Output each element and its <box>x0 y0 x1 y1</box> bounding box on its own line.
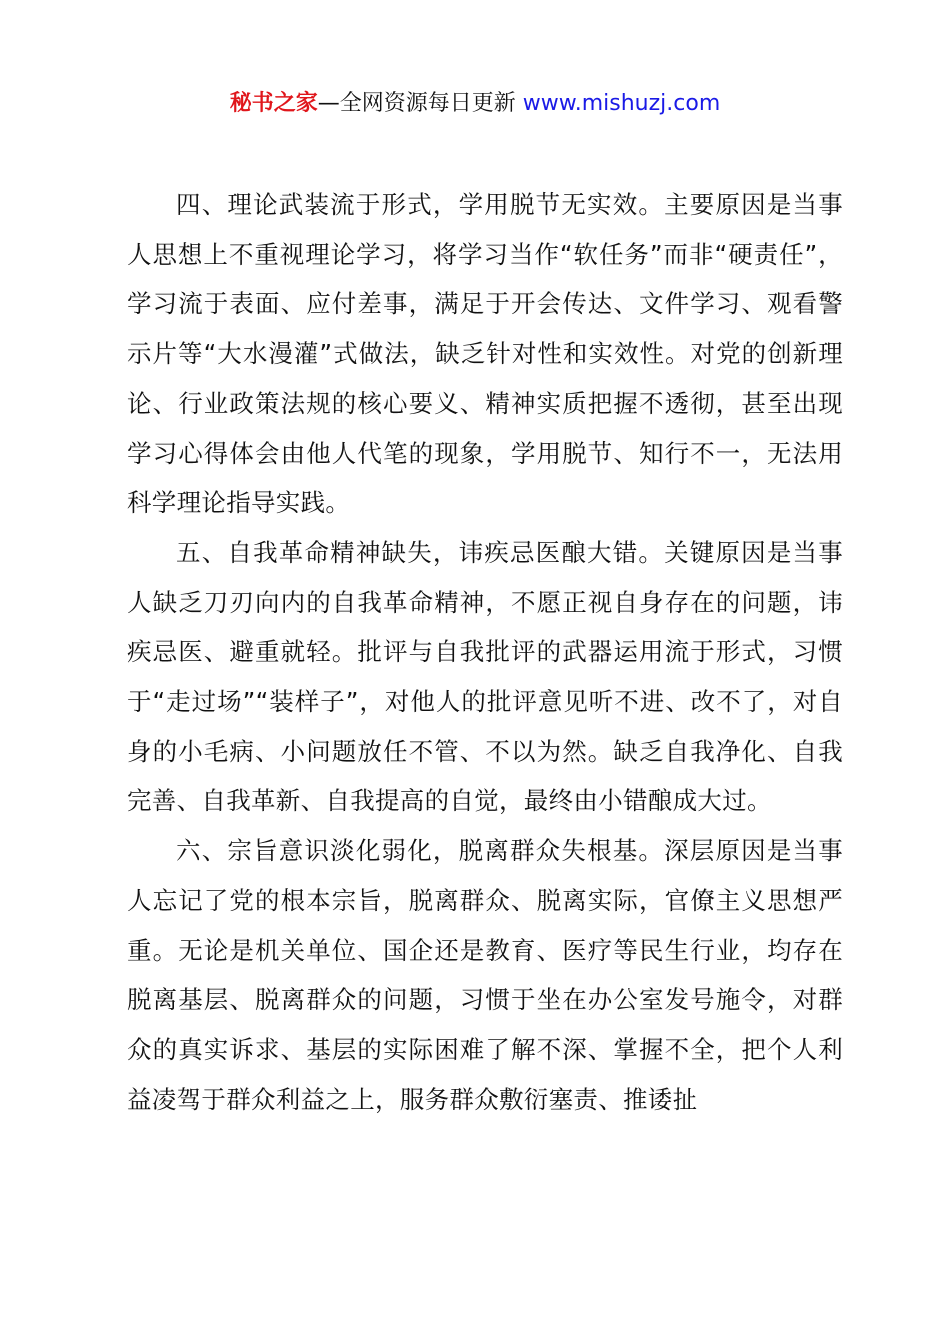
document-body <box>127 180 843 1124</box>
paragraph-section-six: 六、宗旨意识淡化弱化，脱离群众失根基。深层原因是当事人忘记了党的根本宗旨，脱离群众、脱离实际，官僚主义思想严重。无论是机关单位、国企还是教育、医疗等民生行业，均存在脱离基层、脱离群众的问题，习惯于坐在办公室发号施令，对群众的真实诉求、基层的实际困难了解不深、掌握不全，把个人利益凌驾于群众利益之上，服务群众敷衍塞责、推诿扯 <box>127 836 843 1114</box>
header-tagline: —全网资源每日更新 <box>317 91 523 116</box>
paragraph-section-five: 五、自我革命精神缺失，讳疾忌医酿大错。关键原因是当事人缺乏刀刃向内的自我革命精神，不愿正视自身存在的问题，讳疾忌医、避重就轻。批评与自我批评的武器运用流于形式，习惯于“走过场”“装样子”，对他人的批评意见听不进、改不了，对自身的小毛病、小问题放任不管、不以为然。缺乏自我净化、自我完善、自我革新、自我提高的自觉，最终由小错酿成大过。 <box>127 537 843 816</box>
brand-name: 秘书之家 <box>229 91 318 116</box>
page-header <box>0 88 950 120</box>
site-url[interactable]: www.mishuzj.com <box>522 91 721 116</box>
paragraph-section-four: 四、理论武装流于形式，学用脱节无实效。主要原因是当事人思想上不重视理论学习，将学习当作“软任务”而非“硬责任”，学习流于表面、应付差事，满足于开会传达、文件学习、观看警示片等“大水漫灌”式做法，缺乏针对性和实效性。对党的创新理论、行业政策法规的核心要义、精神实质把握不透彻，甚至出现学习心得体会由他人代笔的现象，学用脱节、知行不一，无法用科学理论指导实践。 <box>127 190 843 518</box>
